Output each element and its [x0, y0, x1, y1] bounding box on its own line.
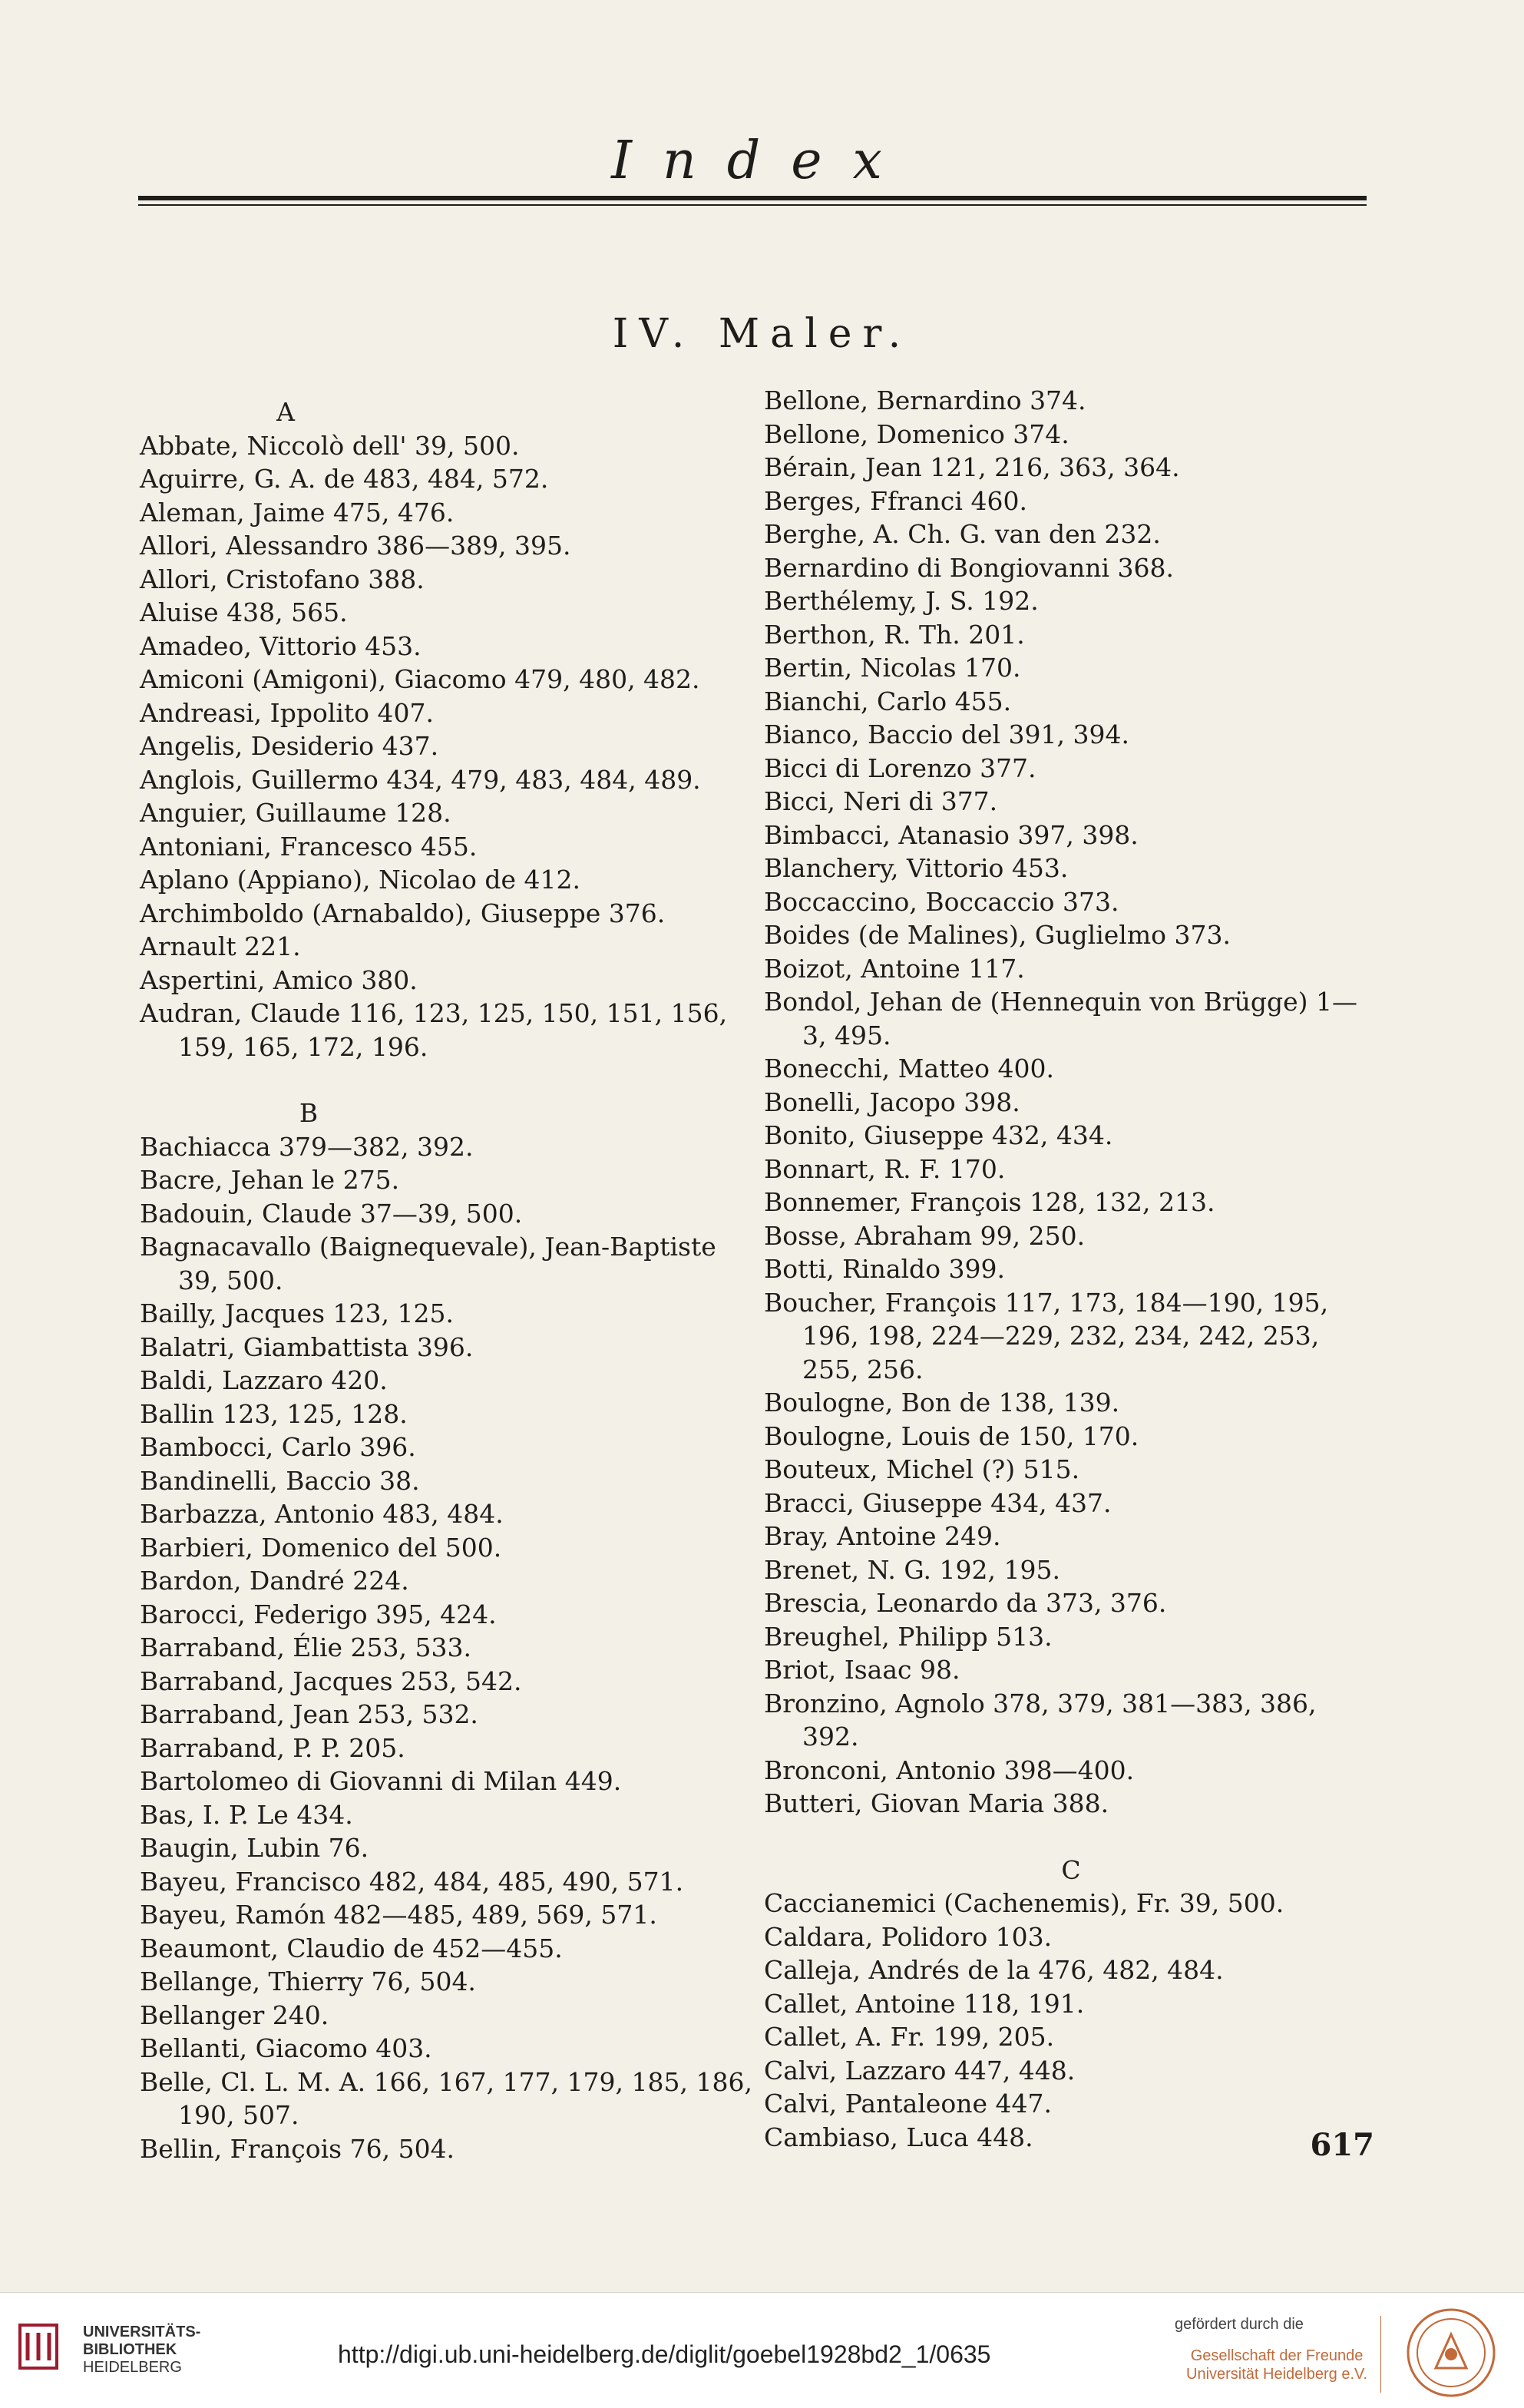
entries-b-left — [140, 1130, 754, 2166]
index-entry: Bonito, Giuseppe 432, 434. — [764, 1120, 1113, 1150]
index-entry: Bellone, Domenico 374. — [764, 418, 1069, 449]
index-entry: Barocci, Federigo 395, 424. — [140, 1599, 497, 1629]
index-entry: Berthon, R. Th. 201. — [764, 619, 1025, 650]
right-column — [764, 384, 1378, 2154]
index-entry: Audran, Claude 116, 123, 125, 150, 151, 156, 159, 165, 172, 196. — [140, 998, 728, 1062]
index-entry: Barbazza, Antonio 483, 484. — [140, 1499, 504, 1529]
index-entry: Bicci di Lorenzo 377. — [764, 752, 1036, 783]
index-entry: Bas, I. P. Le 434. — [140, 1799, 353, 1830]
index-entry: Bellin, François 76, 504. — [140, 2133, 455, 2164]
index-entry: Ballin 123, 125, 128. — [140, 1398, 408, 1429]
index-entry: Berges, Ffranci 460. — [764, 485, 1027, 516]
index-entry: Bonelli, Jacopo 398. — [764, 1087, 1020, 1117]
index-entry: Caldara, Polidoro 103. — [764, 1921, 1053, 1952]
index-entry: Briot, Isaac 98. — [764, 1655, 960, 1685]
index-entry: Aluise 438, 565. — [140, 597, 348, 627]
index-entry: Bonecchi, Matteo 400. — [764, 1054, 1055, 1083]
index-entry: Bicci, Neri di 377. — [764, 786, 998, 816]
library-logo-icon — [17, 2322, 60, 2371]
index-entry: Bellanger 240. — [140, 2000, 329, 2030]
index-entry: Botti, Rinaldo 399. — [764, 1254, 1006, 1284]
index-entry: Anguier, Guillaume 128. — [140, 798, 451, 828]
entries-b-right — [764, 384, 1378, 1821]
index-entry: Boulogne, Louis de 150, 170. — [764, 1421, 1139, 1451]
index-entry: Aplano (Appiano), Nicolao de 412. — [140, 865, 580, 895]
header-rule-thick — [138, 196, 1367, 200]
index-entry: Bellanti, Giacomo 403. — [140, 2033, 432, 2063]
sponsor-line1: Gesellschaft der Freunde — [1190, 2347, 1364, 2364]
index-entry: Bachiacca 379—382, 392. — [140, 1131, 474, 1162]
letter-heading-c: C — [1061, 1854, 1081, 1885]
index-entry: Callet, A. Fr. 199, 205. — [764, 2022, 1055, 2052]
permalink[interactable]: http://digi.ub.uni-heidelberg.de/diglit/goebel1928bd2_1/0635 — [338, 2340, 991, 2368]
index-entry: Bellange, Thierry 76, 504. — [140, 1966, 476, 1996]
index-entry: Cambiaso, Luca 448. — [764, 2122, 1033, 2152]
index-entry: Callet, Antoine 118, 191. — [764, 1988, 1085, 2019]
index-entry: Bonnart, R. F. 170. — [764, 1153, 1006, 1184]
index-entry: Bernardino di Bongiovanni 368. — [764, 552, 1174, 583]
library-name-line2: BIBLIOTHEK — [83, 2341, 177, 2358]
index-entry: Aguirre, G. A. de 483, 484, 572. — [140, 464, 549, 494]
index-entry: Aleman, Jaime 475, 476. — [140, 497, 455, 528]
index-entry: Brescia, Leonardo da 373, 376. — [764, 1588, 1167, 1618]
index-entry: Bimbacci, Atanasio 397, 398. — [764, 819, 1139, 850]
index-entry: Bambocci, Carlo 396. — [140, 1432, 416, 1462]
index-entry: Caccianemici (Cachenemis), Fr. 39, 500. — [764, 1888, 1284, 1918]
index-entry: Butteri, Giovan Maria 388. — [764, 1788, 1109, 1818]
index-entry: Barraband, Élie 253, 533. — [140, 1632, 471, 1662]
index-entry: Boccaccino, Boccaccio 373. — [764, 886, 1119, 917]
library-name-line3: HEIDELBERG — [83, 2359, 182, 2376]
index-entry: Bonnemer, François 128, 132, 213. — [764, 1187, 1215, 1217]
page-number: 617 — [1310, 2127, 1374, 2163]
index-entry: Antoniani, Francesco 455. — [140, 831, 478, 862]
sponsor-divider — [1380, 2316, 1381, 2393]
index-entry: Andreasi, Ippolito 407. — [140, 697, 435, 728]
index-entry: Bacre, Jehan le 275. — [140, 1165, 400, 1195]
index-entry: Barraband, Jacques 253, 542. — [140, 1665, 522, 1696]
entries-c — [764, 1887, 1378, 2154]
index-entry: Bandinelli, Baccio 38. — [140, 1465, 420, 1496]
index-entry: Aspertini, Amico 380. — [140, 964, 418, 995]
index-entry: Calvi, Lazzaro 447, 448. — [764, 2055, 1076, 2086]
index-entry: Bayeu, Francisco 482, 484, 485, 490, 571. — [140, 1866, 684, 1897]
funded-by-label: gefördert durch die — [1175, 2316, 1304, 2333]
index-entry: Bérain, Jean 121, 216, 363, 364. — [764, 452, 1180, 482]
index-entry: Allori, Alessandro 386—389, 395. — [140, 531, 571, 561]
index-entry: Boucher, François 117, 173, 184—190, 195, 196, 198, 224—229, 232, 234, 242, 253, 255, 256. — [764, 1287, 1329, 1384]
letter-heading-a: A — [276, 397, 295, 427]
index-entry: Boulogne, Bon de 138, 139. — [764, 1388, 1120, 1417]
index-entry: Bayeu, Ramón 482—485, 489, 569, 571. — [140, 1900, 657, 1930]
index-entry: Boizot, Antoine 117. — [764, 953, 1025, 984]
index-entry: Baldi, Lazzaro 420. — [140, 1365, 388, 1395]
library-name — [83, 2324, 200, 2377]
index-entry: Allori, Cristofano 388. — [140, 564, 425, 594]
index-entry: Calleja, Andrés de la 476, 482, 484. — [764, 1955, 1224, 1985]
index-entry: Baugin, Lubin 76. — [140, 1833, 369, 1863]
index-entry: Brenet, N. G. 192, 195. — [764, 1554, 1060, 1585]
sponsor-name[interactable] — [1186, 2347, 1367, 2383]
index-entry: Bianchi, Carlo 455. — [764, 686, 1012, 716]
section-title: IV. Maler. — [612, 311, 912, 357]
university-seal-icon — [1405, 2307, 1497, 2399]
index-entry: Calvi, Pantaleone 447. — [764, 2089, 1052, 2119]
index-entry: Barbieri, Domenico del 500. — [140, 1532, 502, 1563]
index-entry: Bertin, Nicolas 170. — [764, 653, 1021, 683]
index-entry: Breughel, Philipp 513. — [764, 1621, 1053, 1652]
index-entry: Badouin, Claude 37—39, 500. — [140, 1198, 523, 1229]
index-entry: Bosse, Abraham 99, 250. — [764, 1220, 1086, 1251]
index-entry: Bray, Antoine 249. — [764, 1521, 1001, 1551]
sponsor-line2: Universität Heidelberg e.V. — [1186, 2366, 1368, 2383]
index-entry: Boides (de Malines), Guglielmo 373. — [764, 920, 1231, 950]
header-rule-thin — [138, 204, 1367, 206]
index-entry: Angelis, Desiderio 437. — [140, 731, 439, 761]
index-entry: Bartolomeo di Giovanni di Milan 449. — [140, 1766, 622, 1796]
index-entry: Arnault 221. — [140, 931, 301, 961]
index-entry: Bronconi, Antonio 398—400. — [764, 1755, 1135, 1785]
entries-a — [140, 429, 754, 1064]
index-entry: Bondol, Jehan de (Hennequin von Brügge) 1—3, 495. — [764, 987, 1358, 1050]
index-entry: Bardon, Dandré 224. — [140, 1566, 409, 1596]
index-entry: Bailly, Jacques 123, 125. — [140, 1298, 454, 1328]
index-entry: Amiconi (Amigoni), Giacomo 479, 480, 482. — [140, 664, 700, 694]
index-entry: Berthélemy, J. S. 192. — [764, 586, 1039, 616]
page-header: Index — [611, 131, 913, 191]
index-entry: Barraband, P. P. 205. — [140, 1732, 405, 1763]
index-entry: Bracci, Giuseppe 434, 437. — [764, 1487, 1112, 1518]
index-entry: Amadeo, Vittorio 453. — [140, 630, 421, 661]
index-entry: Bagnacavallo (Baignequevale), Jean-Baptiste 39, 500. — [140, 1232, 716, 1295]
left-column — [140, 395, 754, 2165]
index-entry: Bellone, Bernardino 374. — [764, 385, 1086, 415]
index-entry: Anglois, Guillermo 434, 479, 483, 484, 489. — [140, 764, 701, 795]
library-name-line1: UNIVERSITÄTS- — [83, 2324, 201, 2340]
index-entry: Abbate, Niccolò dell' 39, 500. — [140, 430, 520, 461]
index-entry: Bianco, Baccio del 391, 394. — [764, 719, 1130, 749]
index-entry: Berghe, A. Ch. G. van den 232. — [764, 519, 1161, 549]
index-entry: Barraband, Jean 253, 532. — [140, 1699, 478, 1729]
viewer-footer — [0, 2292, 1524, 2408]
index-entry: Blanchery, Vittorio 453. — [764, 853, 1069, 883]
index-entry: Archimboldo (Arnabaldo), Giuseppe 376. — [140, 898, 666, 928]
index-entry: Belle, Cl. L. M. A. 166, 167, 177, 179, 185, 186, 190, 507. — [140, 2066, 752, 2130]
index-entry: Beaumont, Claudio de 452—455. — [140, 1933, 563, 1963]
letter-heading-b: B — [299, 1098, 319, 1128]
index-entry: Balatri, Giambattista 396. — [140, 1331, 474, 1362]
index-entry: Bronzino, Agnolo 378, 379, 381—383, 386, 392. — [764, 1688, 1317, 1751]
index-entry: Bouteux, Michel (?) 515. — [764, 1454, 1080, 1484]
